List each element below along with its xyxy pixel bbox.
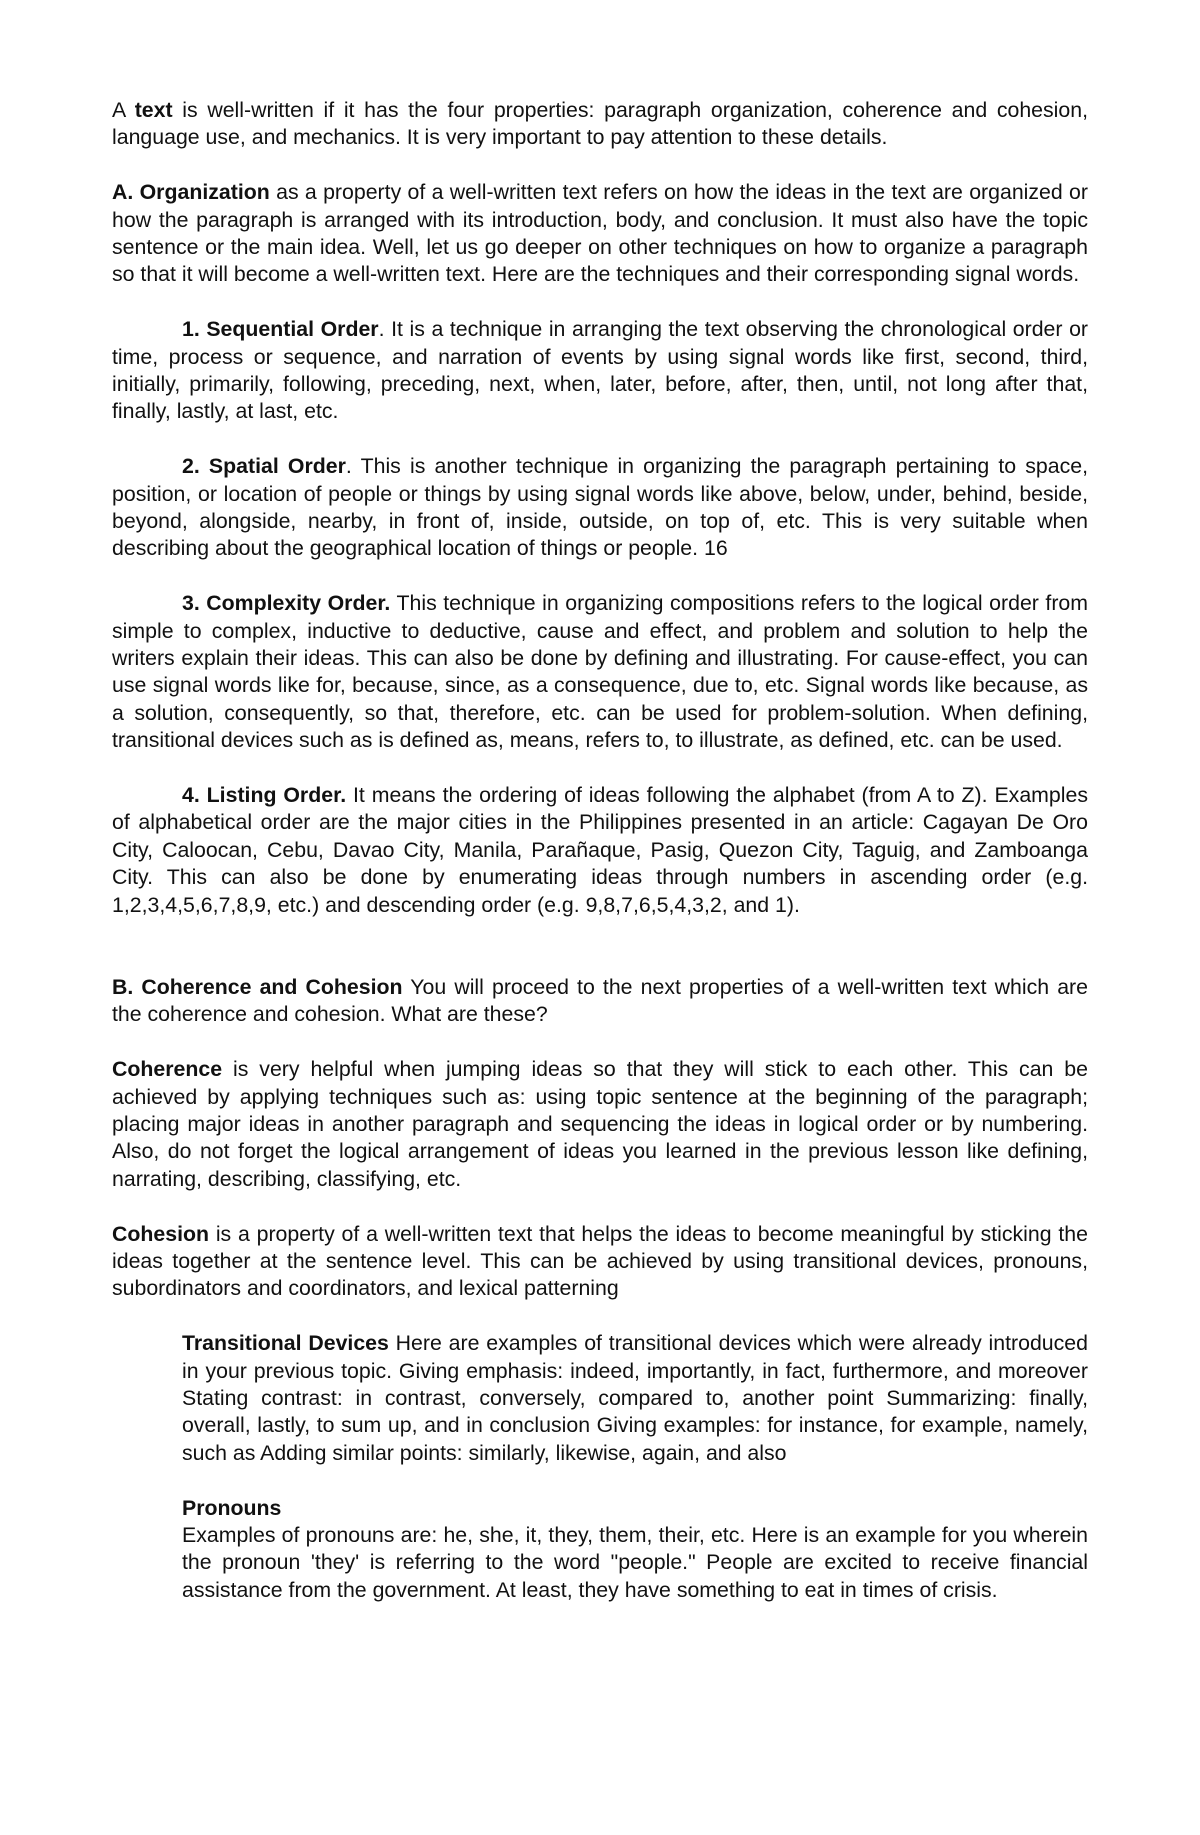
complexity-order-paragraph: 3. Complexity Order. This technique in organizing compositions refers to the logical order from simple to complex, inductive to deductive, cause and effect, and problem and solution to help the writers explain their ideas. This can also be done by defining and illustrating. For cause-effect, you can use signal words like for, because, since, as a consequence, due to, etc. Signal words like because, as a solution, consequently, so that, therefore, etc. can be used for problem-solution. When defining, transitional devices such as is defined as, means, refers to, to illustrate, as defined, etc. can be used. (112, 591, 1089, 753)
cohesion-heading: Cohesion (112, 1221, 210, 1246)
organization-heading: A. Organization (112, 180, 270, 205)
cohesion-paragraph: Cohesion is a property of a well-written text that helps the ideas to become meaningful by sticking the ideas together at the sentence level. This can be achieved by using transitional devices, pronouns, subordinators and coordinators, and lexical patterning (112, 1221, 1088, 1301)
coherence-cohesion-heading: B. Coherence and Cohesion (112, 974, 403, 999)
sequential-order-heading: 1. Sequential Order (182, 317, 379, 342)
intro-paragraph: A text is well-written if it has the four properties: paragraph organization, coherence and cohesion, language use, and mechanics. It is very important to pay attention to these details. (112, 98, 1089, 150)
spatial-order-paragraph: 2. Spatial Order. This is another technique in organizing the paragraph pertaining to space, position, or location of people or things by using signal words like above, below, under, behind, beside, beyond, alongside, nearby, in front of, inside, outside, on top of, etc. This is very suitable when describing about the geographical location of things or people. 16 (112, 454, 1088, 561)
coherence-heading: Coherence (112, 1057, 223, 1082)
pronouns-paragraph: Examples of pronouns are: he, she, it, they, them, their, etc. Here is an example for you wherein the pronoun 'they' is referring to the word "people." People are excited to receive financial assistance from the government. At least, they have something to eat in times of crisis. (182, 1522, 1088, 1602)
coherence-paragraph: Coherence is very helpful when jumping ideas so that they will stick to each other. This can be achieved by applying techniques such as: using topic sentence at the beginning of the paragraph; placing major ideas in another paragraph and sequencing the ideas in logical order or by numbering. Also, do not forget the logical arrangement of ideas you learned in the previous lesson like defining, narrating, describing, classifying, etc. (112, 1057, 1088, 1191)
listing-order-heading: 4. Listing Order. (182, 783, 347, 808)
coherence-cohesion-paragraph: B. Coherence and Cohesion You will proceed to the next properties of a well-written text which are the coherence and cohesion. What are these? (112, 974, 1088, 1027)
spatial-order-heading: 2. Spatial Order (182, 454, 346, 479)
document-page (112, 97, 1088, 1604)
transitional-devices-heading: Transitional Devices (182, 1331, 389, 1356)
pronouns-heading: Pronouns (182, 1495, 282, 1520)
complexity-order-heading: 3. Complexity Order. (182, 591, 391, 616)
organization-paragraph: A. Organization as a property of a well-written text refers on how the ideas in the text are organized or how the paragraph is arranged with its introduction, body, and conclusion. It must also have the topic sentence or the main idea. Well, let us go deeper on other techniques on how to organize a paragraph so that it will become a well-written text. Here are the techniques and their corresponding signal words. (112, 180, 1088, 287)
pronouns-heading-line (182, 1495, 1088, 1522)
listing-order-paragraph: 4. Listing Order. It means the ordering of ideas following the alphabet (from A to Z). Examples of alphabetical order are the major cities in the Philippines presented in an article: Cagayan De Oro City, Caloocan, Cebu, Davao City, Manila, Parañaque, Pasig, Quezon City, Taguig, and Zamboanga City. This can also be done by enumerating ideas through numbers in ascending order (e.g. 1,2,3,4,5,6,7,8,9, etc.) and descending order (e.g. 9,8,7,6,5,4,3,2, and 1). (112, 783, 1088, 917)
transitional-devices-paragraph: Transitional Devices Here are examples of transitional devices which were already introduced in your previous topic. Giving emphasis: indeed, importantly, in fact, furthermore, and moreover Stating contrast: in contrast, conversely, compared to, another point Summarizing: finally, overall, lastly, to sum up, and in conclusion Giving examples: for instance, for example, namely, such as Adding similar points: similarly, likewise, again, and also (182, 1331, 1088, 1465)
sequential-order-paragraph: 1. Sequential Order. It is a technique in arranging the text observing the chronological order or time, process or sequence, and narration of events by using signal words like first, second, third, initially, primarily, following, preceding, next, when, later, before, after, then, until, not long after that, finally, lastly, at last, etc. (112, 317, 1089, 424)
intro-bold-term: text (134, 98, 173, 122)
